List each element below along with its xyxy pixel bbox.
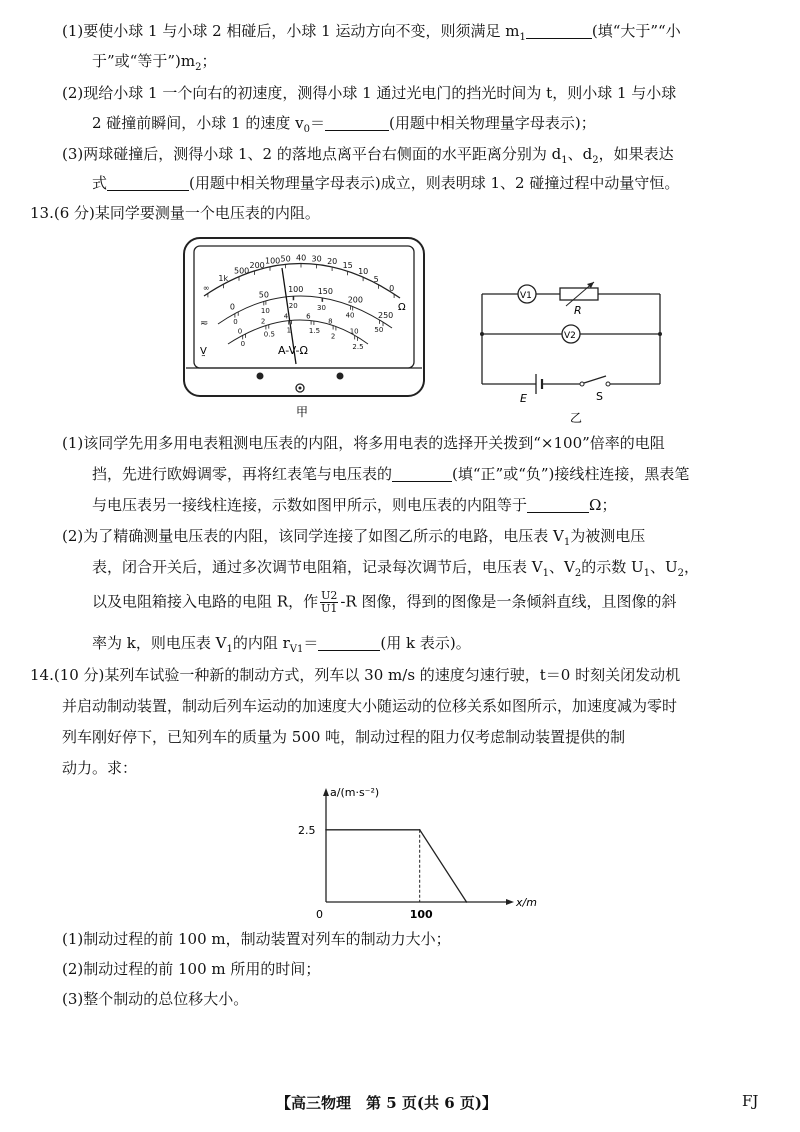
ac-scale-label-2: 1 (286, 326, 292, 335)
data-point-2 (466, 901, 468, 903)
v10-scale-label-0: 0 (237, 327, 243, 336)
ohm-scale-label-3: 200 (249, 260, 265, 270)
x-tick-label-0: 0 (316, 908, 323, 921)
ac-scale-label-5: 2.5 (352, 342, 364, 351)
v10-scale-label-1: 2 (260, 317, 266, 326)
ac-scale-label-0: 0 (240, 339, 246, 348)
v10-scale-label-5: 10 (349, 327, 359, 336)
ac-scale-label-4: 2 (330, 332, 336, 341)
ohm-scale-label-7: 30 (311, 254, 322, 264)
v2-label: V2 (564, 331, 576, 341)
v10-scale-label-4: 8 (328, 317, 333, 326)
q12-part3-line1: (3)两球碰撞后，测得小球 1、2 的落地点离平台右侧面的水平距离分别为 $d_1$、$d_2$，如果表达 (62, 145, 674, 166)
q14-line4: 动力。求： (62, 759, 138, 777)
v50-scale-label-0: 0 (233, 317, 238, 326)
ohm-scale-label-4: 100 (265, 256, 281, 266)
fig-a-caption: 甲 (296, 405, 309, 419)
q12-part2-line2: 2 碰撞前瞬间，小球 1 的速度 $v_0=$ (用题中相关物理量字母表示)； (92, 114, 596, 135)
y-axis-label: a/(m·s⁻²) (330, 786, 380, 799)
q12-part1-line2: 于”或“等于$”)m_2$； (92, 52, 217, 73)
ac-scale-label-3: 1.5 (308, 327, 321, 335)
v50-scale-label-5: 50 (374, 325, 384, 334)
q14-sub3: (3)整个制动的总位移大小。 (62, 990, 249, 1008)
ohm-scale-label-8: 20 (327, 257, 338, 266)
v50-scale-label-2: 20 (288, 302, 298, 311)
x-tick-label-1: 100 (409, 908, 433, 921)
q13-header: 13.(6 分)某同学要测量一个电压表的内阻。 (30, 204, 320, 222)
q14-line2: 并启动制动装置，制动后列车运动的加速度大小随运动的位移关系如图所示，加速度减为零时 (62, 697, 678, 715)
r-label: R (574, 304, 582, 317)
multimeter-figure (182, 236, 426, 422)
q13-part2-line3: 以及电阻箱接入电路的电阻 R，作 $\frac{U2}{U1}$ -R 图像，得到的图像是一条倾斜直线，且图像的斜 (92, 589, 677, 615)
switch-blade (584, 376, 606, 383)
v10-scale-label-2: 4 (283, 312, 289, 321)
ohm-scale-label-9: 15 (342, 261, 353, 271)
data-point-0 (325, 829, 327, 831)
ohm-scale-label-1: 1k (218, 274, 229, 284)
footer-code: FJ (742, 1092, 759, 1110)
meter-ac-symbol: V̰ (200, 346, 207, 357)
y-axis-arrow (323, 788, 329, 796)
v250-scale-label-1: 50 (258, 290, 269, 300)
series-a-vs-x (326, 830, 467, 902)
ohm-scale-label-5: 50 (280, 254, 291, 264)
acceleration-chart (296, 784, 537, 924)
q13-part2-line2: 表，闭合开关后，通过多次调节电阻箱，记录每次调节后，电压表 $V_1$、$V_2$的示数 $U_1$、$U_2$， (92, 558, 700, 579)
v50-scale-label-3: 30 (317, 303, 326, 312)
ac-scale-label-1: 0.5 (263, 330, 275, 339)
meter-knob-right (337, 373, 344, 380)
v250-scale-label-4: 200 (347, 295, 363, 305)
s-label: S (596, 390, 603, 403)
q14-sub1: (1)制动过程的前 100 m，制动装置对列车的制动力大小； (62, 930, 451, 948)
meter-knob-left (257, 373, 264, 380)
v50-scale-label-1: 10 (260, 306, 270, 315)
q13-part2-line1: (2)为了精确测量电压表的内阻，该同学连接了如图乙所示的电路，电压表 $V_1$为被测电压 (62, 527, 646, 548)
ratio-fraction: $\frac{U2}{U1}$ (321, 589, 338, 615)
meter-ohm-unit: Ω (398, 302, 406, 313)
fig-b-caption: 乙 (570, 411, 583, 425)
page-footer: 【高三物理 第 5 页(共 6 页)】 (276, 1094, 497, 1112)
q13-part1-line1: (1)该同学先用多用电表粗测电压表的内阻，将多用电表的选择开关拨到“×100”倍率的电阻 (62, 434, 665, 452)
e-label: E (520, 392, 527, 405)
q12-part2-line1: (2)现给小球 1 一个向右的初速度，测得小球 1 通过光电门的挡光时间为 t，则小球 1 与小球 (62, 84, 677, 102)
v1-label: V1 (520, 291, 532, 301)
x-axis-arrow (506, 899, 514, 905)
q13-part1-line2: 挡，先进行欧姆调零，再将红表笔与电压表的 (填“正”或“负”)接线柱连接，黑表笔 (92, 465, 690, 483)
y-tick-label-0: 2.5 (298, 823, 316, 837)
circuit-figure (476, 280, 672, 426)
v250-scale-label-3: 150 (317, 286, 333, 296)
q12-part1-line1: (1)要使小球 1 与小球 2 相碰后，小球 1 运动方向不变，则须满足 $m_1$ (填“大于”“小 (62, 22, 681, 43)
q13-part1-line3: 与电压表另一接线柱连接，示数如图甲所示，则电压表的内阻等于 Ω； (92, 496, 617, 514)
v250-scale-label-2: 100 (288, 285, 304, 295)
meter-dc-symbol: ≂ (200, 318, 209, 329)
q13-part2-line4: 率为 k，则电压表 $V_1$的内阻 $r_{V1}=$ (用 k 表示)。 (92, 634, 471, 655)
q12-part3-line2: 式 (用题中相关物理量字母表示)成立，则表明球 1、2 碰撞过程中动量守恒。 (92, 174, 680, 192)
q14-sub2: (2)制动过程的前 100 m 所用的时间； (62, 960, 321, 978)
ohm-scale-label-10: 10 (358, 267, 369, 277)
q14-line3: 列车刚好停下，已知列车的质量为 500 吨，制动过程的阻力仅考虑制动装置提供的制 (62, 728, 626, 746)
v10-scale-label-3: 6 (306, 312, 311, 321)
v50-scale-label-4: 40 (345, 311, 355, 320)
ohm-scale-label-0: ∞ (202, 283, 210, 293)
meter-center-label: A-V-Ω (278, 344, 308, 357)
ohm-scale-label-12: 0 (389, 284, 395, 293)
x-axis-label: x/m (516, 896, 537, 909)
resistor-box (560, 288, 598, 300)
q14-line1: 14.(10 分)某列车试验一种新的制动方式，列车以 30 m/s 的速度匀速行驶，t＝0 时刻关闭发动机 (30, 666, 681, 684)
v250-scale-label-5: 250 (378, 311, 394, 321)
ohm-scale-label-11: 5 (373, 274, 379, 284)
ohm-scale-label-6: 40 (296, 253, 307, 263)
v250-scale-label-0: 0 (229, 302, 235, 312)
ohm-scale-label-2: 500 (234, 266, 250, 276)
